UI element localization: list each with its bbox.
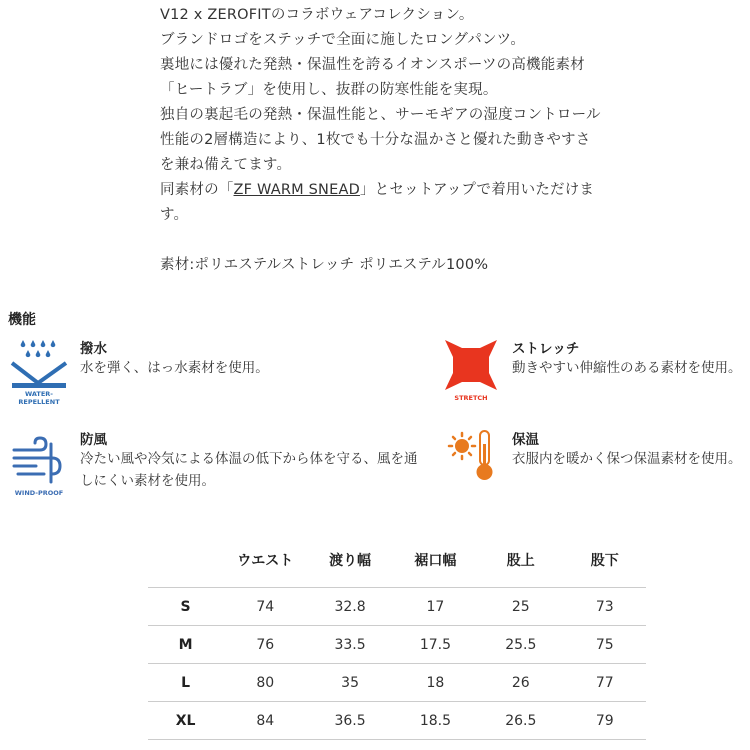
water-repellent-icon-label: WATER-	[25, 390, 53, 398]
wind-proof-icon	[8, 428, 70, 498]
description-line: 性能の2層構造により、1枚でも十分な温かさと優れた動きやすさ	[160, 132, 591, 148]
feature-title: ストレッチ	[512, 341, 580, 357]
feature-heat-retention	[440, 428, 745, 500]
feature-text: 動きやすい伸縮性のある素材を使用。	[512, 360, 742, 376]
size-label: S	[148, 588, 223, 626]
description-line: V12 x ZEROFITのコラボウェアコレクション。	[160, 7, 474, 23]
description-line: 「ヒートラブ」を使用し、抜群の防寒性能を実現。	[160, 82, 498, 98]
size-value: 84	[223, 702, 307, 740]
size-value: 26	[478, 664, 563, 702]
feature-title: 防風	[80, 432, 107, 448]
size-value: 17.5	[393, 626, 478, 664]
water-repellent-icon	[8, 337, 70, 407]
setup-suffix: 」とセットアップで着用いただけま	[359, 182, 595, 198]
size-value: 35	[307, 664, 392, 702]
description-line: 独自の裏起毛の発熱・保温性能と、サーモギアの湿度コントロール	[160, 107, 601, 123]
heat-retention-icon	[440, 428, 502, 498]
table-row	[148, 626, 646, 664]
size-table	[148, 532, 646, 740]
feature-water-repellent	[8, 337, 428, 409]
table-row	[148, 588, 646, 626]
size-label: L	[148, 664, 223, 702]
stretch-icon	[440, 337, 502, 407]
size-value: 25	[478, 588, 563, 626]
size-header-cell: 股上	[506, 552, 535, 569]
feature-wind-proof	[8, 428, 428, 504]
size-value: 75	[563, 626, 646, 664]
feature-title: 保温	[512, 432, 539, 448]
size-table-header-row	[148, 532, 646, 588]
size-label: M	[148, 626, 223, 664]
feature-text: 衣服内を暖かく保つ保温素材を使用。	[512, 451, 742, 467]
size-value: 18	[393, 664, 478, 702]
stretch-icon-label: STRETCH	[454, 394, 488, 402]
size-value: 17	[393, 588, 478, 626]
size-value: 77	[563, 664, 646, 702]
size-value: 18.5	[393, 702, 478, 740]
feature-title: 撥水	[80, 341, 107, 357]
size-value: 80	[223, 664, 307, 702]
size-value: 73	[563, 588, 646, 626]
wind-proof-icon-label: WIND-PROOF	[14, 489, 64, 497]
size-value: 32.8	[307, 588, 392, 626]
description-setup-line	[160, 178, 680, 203]
size-label: XL	[148, 702, 223, 740]
material-text: 素材:ポリエステルストレッチ ポリエステル100%	[160, 257, 489, 273]
description-line: を兼ね備えてます。	[160, 157, 292, 173]
size-value: 76	[223, 626, 307, 664]
size-value: 33.5	[307, 626, 392, 664]
size-value: 26.5	[478, 702, 563, 740]
feature-text: 水を弾く、はっ水素材を使用。	[80, 360, 269, 376]
table-row	[148, 664, 646, 702]
size-value: 25.5	[478, 626, 563, 664]
setup-prefix: 同素材の「	[160, 182, 234, 198]
product-description	[160, 3, 680, 278]
feature-stretch	[440, 337, 745, 409]
size-header-cell: 渡り幅	[329, 552, 372, 569]
size-header-cell: 裾口幅	[414, 552, 457, 569]
description-line: ブランドロゴをステッチで全面に施したロングパンツ。	[160, 32, 526, 48]
size-header-cell	[148, 532, 223, 588]
feature-text: 冷たい風や冷気による体温の低下から体を守る、風を通しにくい素材を使用。	[80, 451, 418, 489]
features-heading: 機能	[8, 312, 36, 328]
size-value: 79	[563, 702, 646, 740]
size-header-cell: ウエスト	[237, 552, 294, 569]
description-line: 裏地には優れた発熱・保温性を誇るイオンスポーツの高機能素材	[160, 57, 585, 73]
description-line: す。	[160, 207, 189, 223]
zf-warm-snead-link[interactable]: ZF WARM SNEAD	[233, 182, 360, 198]
table-row	[148, 702, 646, 740]
water-repellent-icon-label: REPELLENT	[18, 398, 60, 406]
size-header-cell: 股下	[590, 552, 619, 569]
size-value: 74	[223, 588, 307, 626]
size-value: 36.5	[307, 702, 392, 740]
